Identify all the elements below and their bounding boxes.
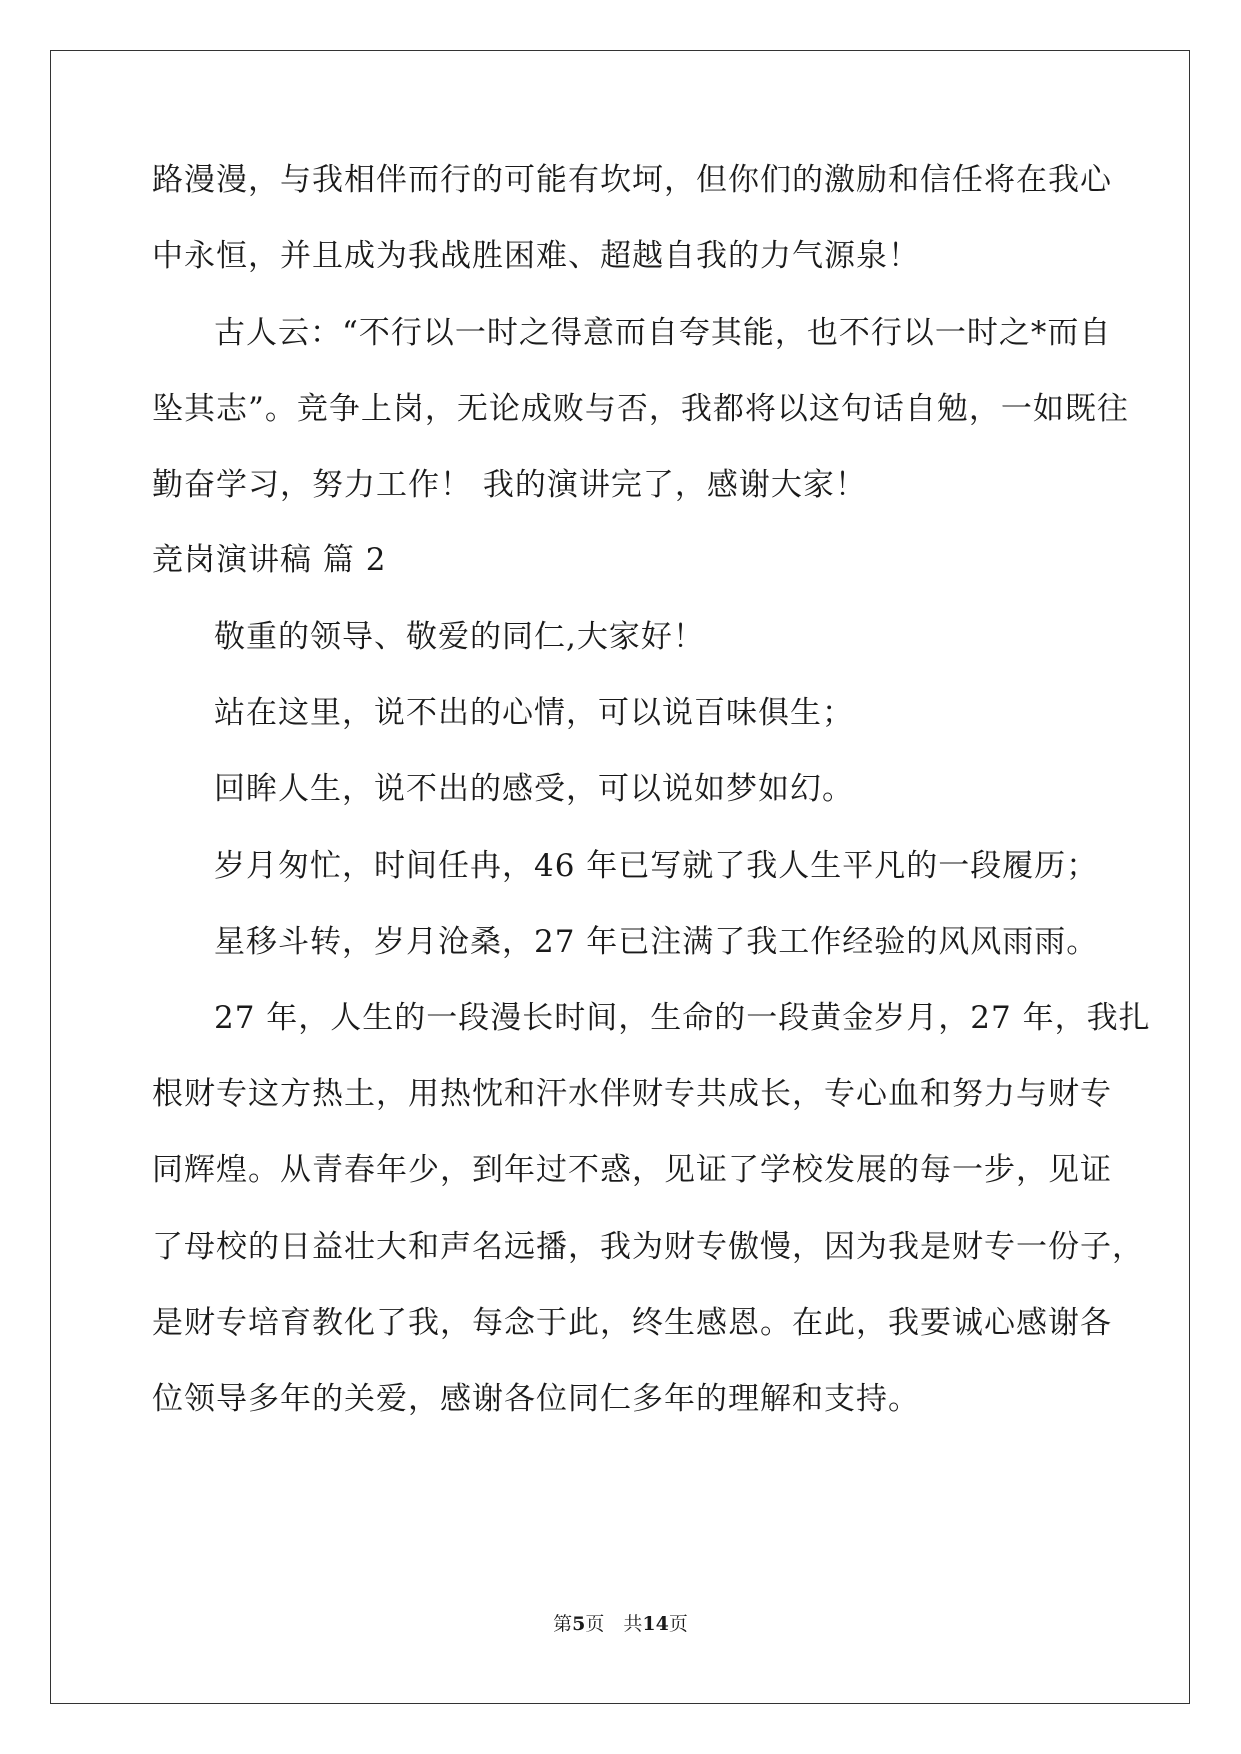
- footer-prefix: 第: [553, 1613, 573, 1635]
- text-line-2: 中永恒，并且成为我战胜困难、超越自我的力气源泉！: [152, 238, 920, 274]
- footer-current-page: 5: [572, 1613, 586, 1635]
- text-line-13: 根财专这方热土，用热忱和汗水伴财专共成长，专心血和努力与财专: [152, 1076, 1112, 1112]
- text-line-8: 站在这里，说不出的心情，可以说百味俱生；: [214, 695, 854, 731]
- text-line-5: 勤奋学习，努力工作！ 我的演讲完了，感谢大家！: [152, 467, 867, 503]
- text-line-1: 路漫漫，与我相伴而行的可能有坎坷，但你们的激励和信任将在我心: [152, 162, 1112, 198]
- text-line-15: 了母校的日益壮大和声名远播，我为财专傲慢，因为我是财专一份子，: [152, 1229, 1144, 1265]
- text-line-3: 古人云：“不行以一时之得意而自夸其能，也不行以一时之*而自: [214, 315, 1112, 351]
- text-line-7: 敬重的领导、敬爱的同仁,大家好！: [214, 619, 705, 655]
- text-line-12: 27 年，人生的一段漫长时间，生命的一段黄金岁月，27 年，我扎: [214, 1000, 1151, 1036]
- text-line-4: 坠其志”。竞争上岗，无论成败与否，我都将以这句话自勉，一如既往: [152, 391, 1129, 427]
- text-line-10: 岁月匆忙，时间任冉，46 年已写就了我人生平凡的一段履历；: [214, 848, 1099, 884]
- footer-total-pages: 14: [642, 1613, 669, 1635]
- footer-suffix: 页: [668, 1613, 688, 1635]
- text-line-14: 同辉煌。从青春年少，到年过不惑，见证了学校发展的每一步，见证: [152, 1152, 1112, 1188]
- text-line-9: 回眸人生，说不出的感受，可以说如梦如幻。: [214, 771, 854, 807]
- text-line-11: 星移斗转，岁月沧桑，27 年已注满了我工作经验的风风雨雨。: [214, 924, 1099, 960]
- page-footer: [0, 1612, 1241, 1636]
- text-line-17: 位领导多年的关爱，感谢各位同仁多年的理解和支持。: [152, 1381, 920, 1417]
- text-line-16: 是财专培育教化了我，每念于此，终生感恩。在此，我要诚心感谢各: [152, 1305, 1112, 1341]
- footer-middle: 页 共: [585, 1613, 643, 1635]
- section-heading: 竞岗演讲稿 篇 2: [152, 542, 387, 578]
